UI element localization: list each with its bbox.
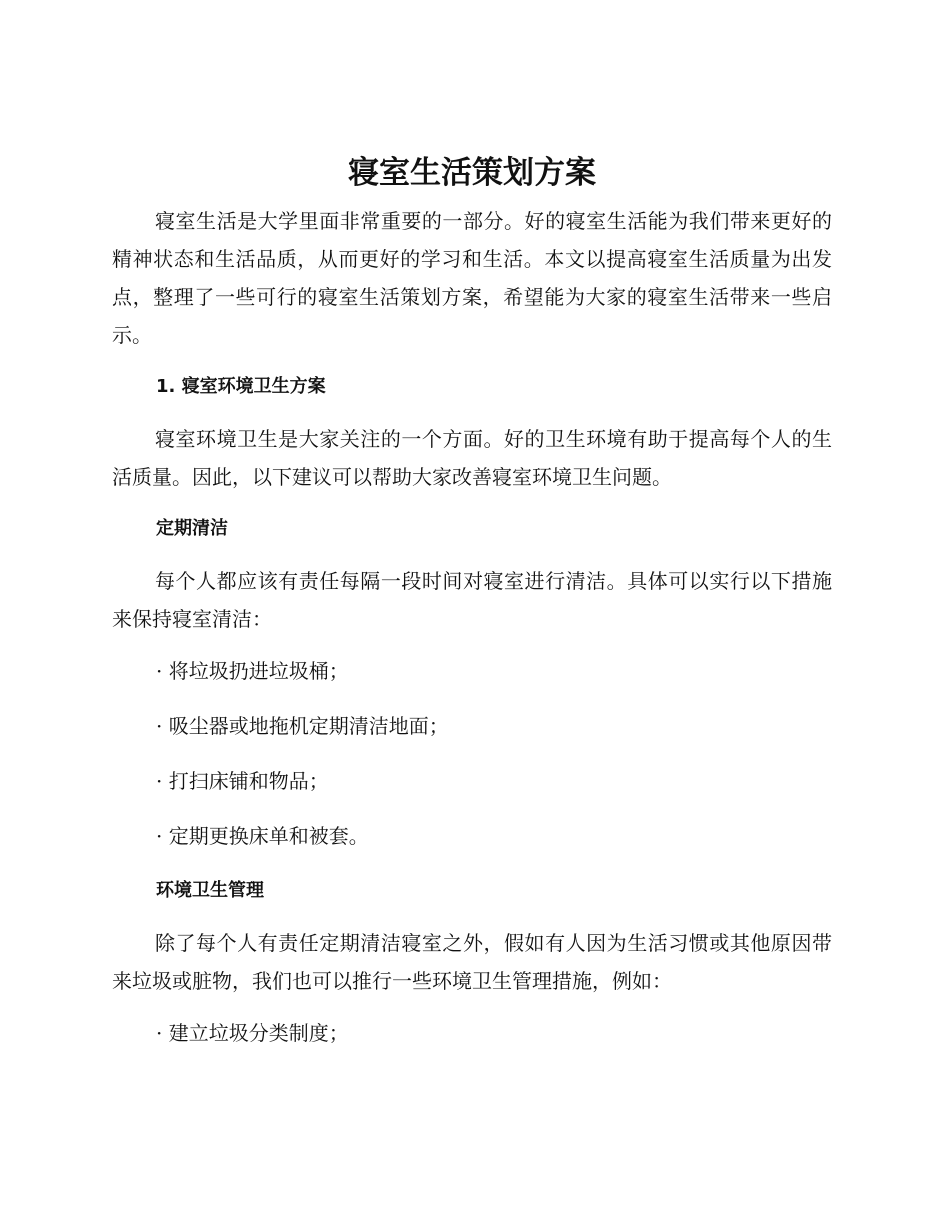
list-item: · 打扫床铺和物品；	[156, 769, 329, 793]
list-item: · 吸尘器或地拖机定期清洁地面；	[156, 714, 449, 738]
intro-paragraph: 寝室生活是大学里面非常重要的一部分。好的寝室生活能为我们带来更好的精神状态和生活品质，从而更好的学习和生活。本文以提高寝室生活质量为出发点，整理了一些可行的寝室生活策划方案，希望能为大家的寝室生活带来一些启示。	[112, 209, 832, 347]
document-body	[112, 150, 832, 1048]
management-paragraph: 除了每个人有责任定期清洁寝室之外，假如有人因为生活习惯或其他原因带来垃圾或脏物，我们也可以推行一些环境卫生管理措施，例如：	[112, 931, 832, 993]
subheading-hygiene-management: 环境卫生管理	[156, 880, 264, 901]
cleaning-paragraph: 每个人都应该有责任每隔一段时间对寝室进行清洁。具体可以实行以下措施来保持寝室清洁：	[112, 569, 832, 631]
list-item: · 定期更换床单和被套。	[156, 824, 369, 848]
section-heading-hygiene: 1. 寝室环境卫生方案	[156, 376, 326, 397]
document-title: 寝室生活策划方案	[348, 155, 596, 191]
subheading-regular-cleaning: 定期清洁	[156, 518, 228, 539]
list-item: · 将垃圾扔进垃圾桶；	[156, 659, 349, 683]
list-item: · 建立垃圾分类制度；	[156, 1021, 349, 1045]
hygiene-paragraph: 寝室环境卫生是大家关注的一个方面。好的卫生环境有助于提高每个人的生活质量。因此，以下建议可以帮助大家改善寝室环境卫生问题。	[112, 427, 832, 489]
